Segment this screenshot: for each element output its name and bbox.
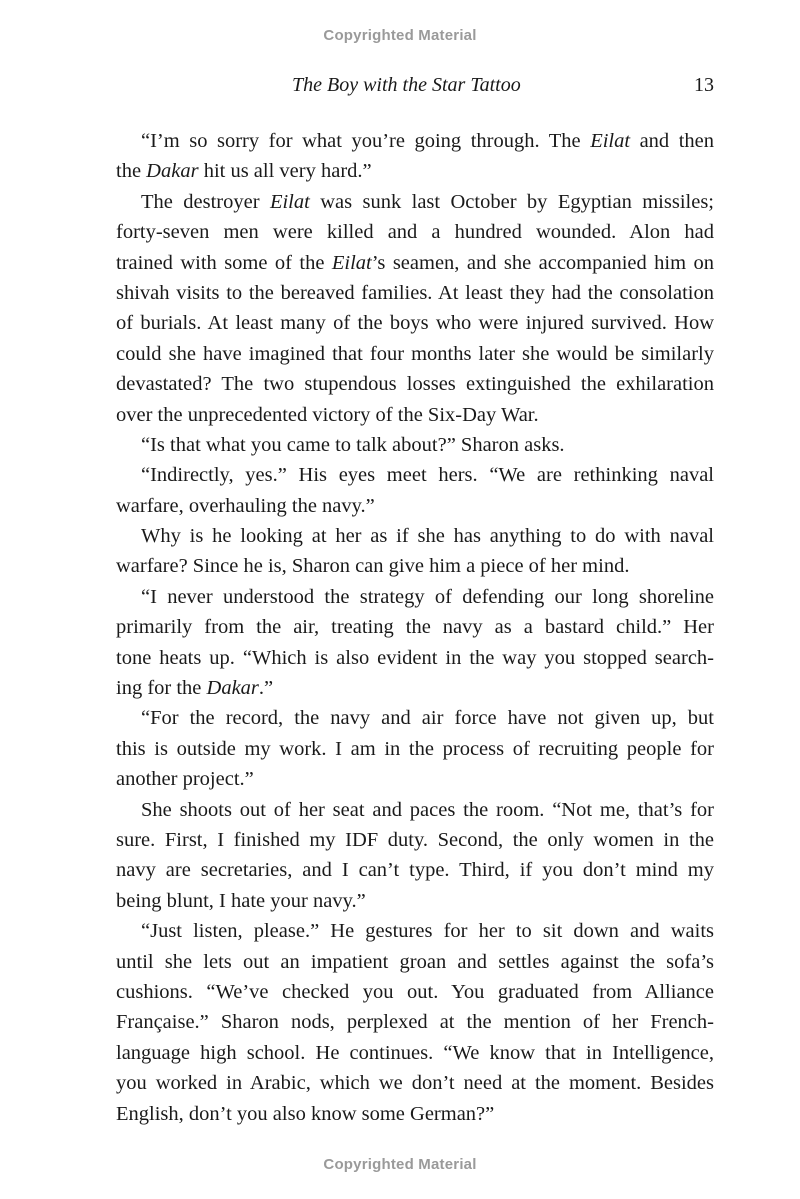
watermark-top: Copyrighted Material <box>323 27 477 44</box>
text-line <box>116 855 714 885</box>
text-line <box>116 1007 714 1037</box>
text-line <box>116 308 714 338</box>
text-line <box>116 1038 714 1068</box>
italic-run: Eilat <box>269 190 310 213</box>
text-line <box>116 916 714 946</box>
text-run: warfare, overhauling the navy.” <box>116 494 375 517</box>
text-line <box>116 551 714 581</box>
text-run: “I’m so sorry for what you’re going through. The <box>141 130 591 152</box>
text-line <box>116 977 714 1007</box>
body-text <box>116 126 714 1129</box>
text-line <box>116 248 714 278</box>
text-run: “For the record, the navy and air force have not given up, but <box>141 707 714 730</box>
text-run: hit us all very hard.” <box>198 160 372 183</box>
text-run: primarily from the air, treating the navy as a bastard child.” Her <box>116 616 714 639</box>
text-line <box>116 126 714 156</box>
text-line <box>116 795 714 825</box>
text-run: English, don’t you also know some German?” <box>116 1102 495 1125</box>
text-run: cushions. “We’ve checked you out. You graduated from Alliance <box>116 980 714 1003</box>
text-run: “Indirectly, yes.” His eyes meet hers. “We are rethinking naval <box>141 464 714 487</box>
watermark-bottom: Copyrighted Material <box>323 1156 477 1173</box>
text-line <box>116 643 714 673</box>
text-line <box>116 947 714 977</box>
text-line <box>116 278 714 308</box>
italic-run: Dakar <box>146 160 199 183</box>
text-line <box>116 430 714 460</box>
text-line <box>116 400 714 430</box>
running-head <box>116 70 716 100</box>
text-run: and then <box>630 130 714 152</box>
text-run: this is outside my work. I am in the process of recruiting people for <box>116 737 714 760</box>
text-run: sure. First, I finished my IDF duty. Second, the only women in the <box>116 828 714 851</box>
text-run: Française.” Sharon nods, perplexed at the mention of her French- <box>116 1011 714 1034</box>
text-line <box>116 612 714 642</box>
text-line <box>116 187 714 217</box>
text-line <box>116 886 714 916</box>
text-run: devastated? The two stupendous losses extinguished the exhilaration <box>116 373 714 396</box>
text-run: ing for the <box>116 677 207 700</box>
text-line <box>116 460 714 490</box>
text-run: shivah visits to the bereaved families. At least they had the consolation <box>116 281 714 304</box>
text-run: being blunt, I hate your navy.” <box>116 889 366 912</box>
text-run: “I never understood the strategy of defending our long shoreline <box>141 585 714 608</box>
text-run: ’s seamen, and she accompanied him on <box>371 251 714 274</box>
text-run: was sunk last October by Egyptian missiles; <box>309 190 714 213</box>
text-run: language high school. He continues. “We know that in Intelligence, <box>116 1041 714 1064</box>
text-line <box>116 582 714 612</box>
text-run: another project.” <box>116 768 254 791</box>
text-run: Why is he looking at her as if she has anything to do with naval <box>141 525 714 548</box>
text-line <box>116 673 714 703</box>
page-number: 13 <box>694 74 714 96</box>
text-line <box>116 521 714 551</box>
text-run: could she have imagined that four months later she would be similarly <box>116 342 714 365</box>
text-run: you worked in Arabic, which we don’t need at the moment. Besides <box>116 1072 714 1095</box>
text-run: She shoots out of her seat and paces the room. “Not me, that’s for <box>141 798 714 821</box>
italic-run: Eilat <box>590 130 631 152</box>
text-run: “Just listen, please.” He gestures for her to sit down and waits <box>141 920 714 943</box>
text-line <box>116 703 714 733</box>
text-run: “Is that what you came to talk about?” Sharon asks. <box>141 433 565 456</box>
text-line <box>116 217 714 247</box>
text-run: trained with some of the <box>116 251 332 274</box>
italic-run: Dakar <box>206 677 259 700</box>
text-line <box>116 1099 714 1129</box>
text-line <box>116 491 714 521</box>
text-line <box>116 369 714 399</box>
text-run: The destroyer <box>141 190 270 213</box>
text-line <box>116 825 714 855</box>
text-run: the <box>116 160 147 183</box>
running-title: The Boy with the Star Tattoo <box>292 74 521 96</box>
text-line <box>116 764 714 794</box>
text-run: .” <box>258 677 274 700</box>
italic-run: Eilat <box>331 251 372 274</box>
text-line <box>116 156 714 186</box>
text-run: tone heats up. “Which is also evident in the way you stopped search- <box>116 646 714 669</box>
text-run: of burials. At least many of the boys who were injured survived. How <box>116 312 714 335</box>
text-run: until she lets out an impatient groan and settles against the sofa’s <box>116 950 714 973</box>
text-line <box>116 339 714 369</box>
text-line <box>116 1068 714 1098</box>
text-run: over the unprecedented victory of the Six-Day War. <box>116 403 539 426</box>
text-run: warfare? Since he is, Sharon can give him a piece of her mind. <box>116 555 630 578</box>
text-run: navy are secretaries, and I can’t type. Third, if you don’t mind my <box>116 859 714 882</box>
text-line <box>116 734 714 764</box>
text-run: forty-seven men were killed and a hundred wounded. Alon had <box>116 221 714 244</box>
